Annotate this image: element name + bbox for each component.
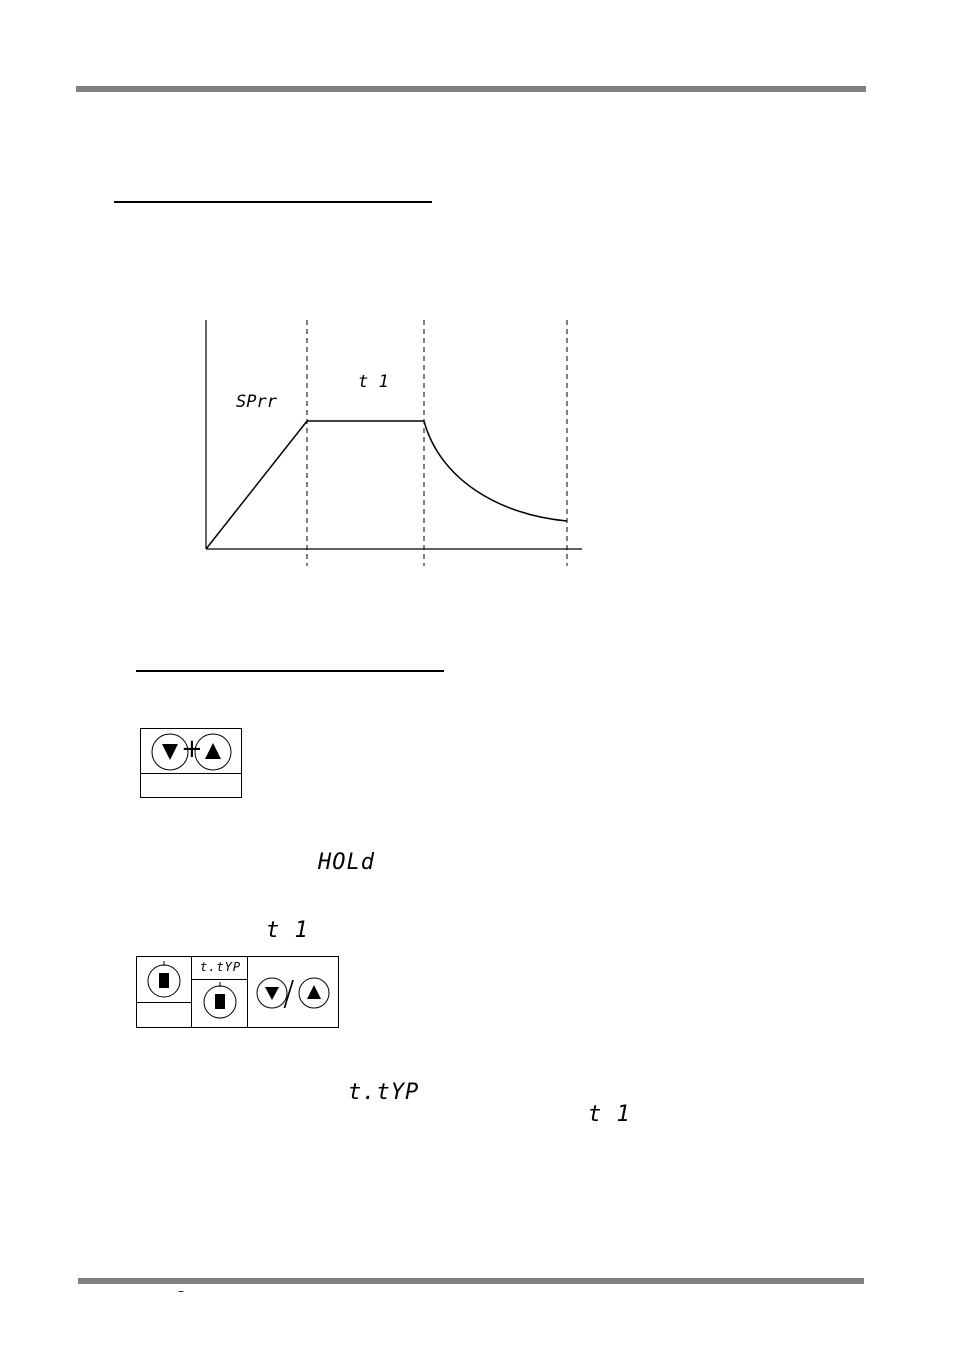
cooling-curve bbox=[424, 421, 567, 521]
ttyp-key-label: t.tYP bbox=[200, 960, 242, 974]
mode-key[interactable] bbox=[148, 961, 180, 997]
t1-display: t 1 bbox=[266, 918, 309, 943]
up-key-2[interactable] bbox=[299, 978, 329, 1008]
label-t1: t 1 bbox=[358, 372, 389, 392]
hold-display: HOLd bbox=[318, 850, 375, 875]
t1-display-2: t 1 bbox=[588, 1102, 631, 1127]
section-heading-underline-1 bbox=[114, 201, 432, 203]
mode-key-2[interactable] bbox=[204, 982, 236, 1018]
down-up-combo-keybox bbox=[140, 728, 242, 798]
mode-key-icon bbox=[159, 973, 169, 988]
slash-separator: / bbox=[283, 974, 295, 1014]
footer-rule bbox=[78, 1278, 864, 1284]
header-rule bbox=[76, 86, 866, 92]
temperature-profile-graph bbox=[196, 312, 596, 574]
ramp-soak-curve bbox=[206, 421, 424, 549]
section-heading-underline-2 bbox=[136, 670, 444, 672]
mode-key-2-icon bbox=[215, 994, 225, 1009]
label-ramp: SPrr bbox=[236, 392, 277, 412]
plus-sign: + bbox=[181, 734, 203, 764]
mode-ttyp-keybox bbox=[136, 956, 339, 1028]
footer-mark: – bbox=[178, 1284, 184, 1298]
ttyp-display: t.tYP bbox=[348, 1080, 420, 1105]
